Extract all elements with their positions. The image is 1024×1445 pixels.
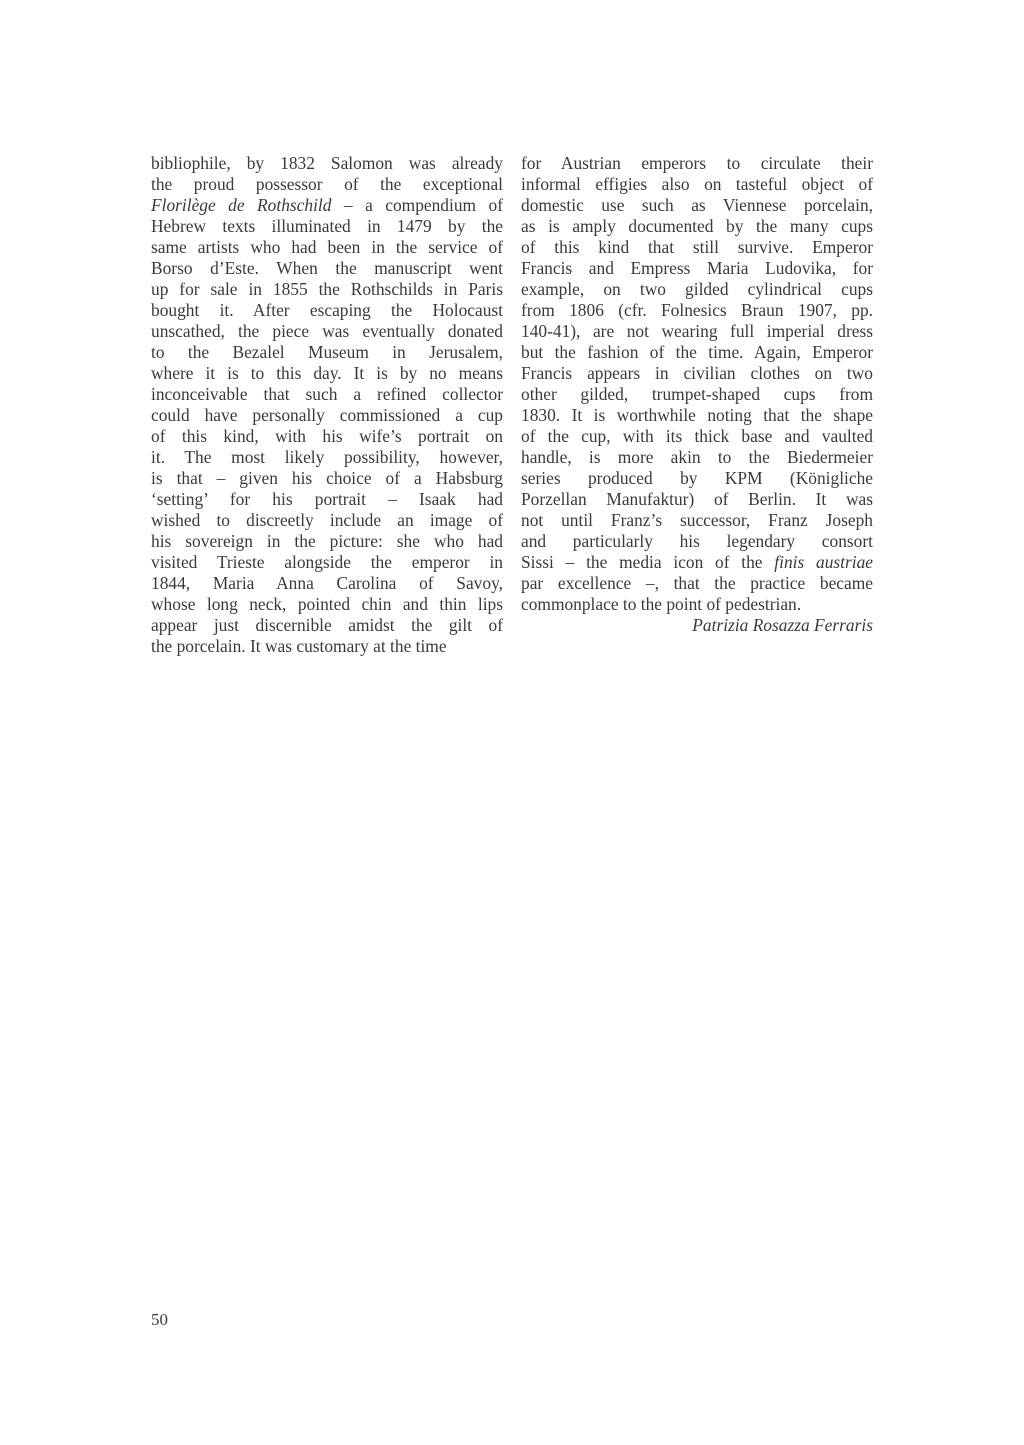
text-line: of this kind that still survive. Emperor (521, 237, 873, 257)
text-line: inconceivable that such a refined collector (151, 384, 503, 404)
text-line: and particularly his legendary consort (521, 531, 873, 551)
left-column (151, 153, 503, 657)
text-line: same artists who had been in the service of (151, 237, 503, 257)
text-line: bought it. After escaping the Holocaust (151, 300, 503, 320)
text-line: appear just discernible amidst the gilt of (151, 615, 503, 635)
text-span: – a compendium of (331, 195, 504, 215)
text-line: his sovereign in the picture: she who had (151, 531, 503, 551)
text-line: bibliophile, by 1832 Salomon was already (151, 153, 503, 173)
text-line: from 1806 (cfr. Folnesics Braun 1907, pp. (521, 300, 873, 320)
text-line: wished to discreetly include an image of (151, 510, 503, 530)
text-line: Borso d’Este. When the manuscript went (151, 258, 503, 278)
text-line (521, 552, 873, 573)
text-line: 1844, Maria Anna Carolina of Savoy, (151, 573, 503, 593)
text-line: to the Bezalel Museum in Jerusalem, (151, 342, 503, 362)
text-line: 140-41), are not wearing full imperial dress (521, 321, 873, 341)
text-line: up for sale in 1855 the Rothschilds in Paris (151, 279, 503, 299)
text-line: handle, is more akin to the Biedermeier (521, 447, 873, 467)
text-line: 1830. It is worthwhile noting that the shape (521, 405, 873, 425)
text-line: not until Franz’s successor, Franz Joseph (521, 510, 873, 530)
text-line: series produced by KPM (Königliche (521, 468, 873, 488)
text-line: the proud possessor of the exceptional (151, 174, 503, 194)
page-number: 50 (151, 1310, 168, 1329)
text-line: of the cup, with its thick base and vaulted (521, 426, 873, 446)
text-line: it. The most likely possibility, however, (151, 447, 503, 467)
text-line: could have personally commissioned a cup (151, 405, 503, 425)
text-line: visited Trieste alongside the emperor in (151, 552, 503, 572)
text-line: Porzellan Manufaktur) of Berlin. It was (521, 489, 873, 509)
text-span: Sissi – the media icon of the (521, 552, 775, 572)
text-line: ‘setting’ for his portrait – Isaak had (151, 489, 503, 509)
author-signature: Patrizia Rosazza Ferraris (692, 615, 873, 635)
text-line: informal effigies also on tasteful object of (521, 174, 873, 194)
text-line: where it is to this day. It is by no means (151, 363, 503, 383)
text-line: example, on two gilded cylindrical cups (521, 279, 873, 299)
text-line: par excellence –, that the practice became (521, 573, 873, 593)
text-line: is that – given his choice of a Habsburg (151, 468, 503, 488)
text-line: Francis appears in civilian clothes on two (521, 363, 873, 383)
right-column (521, 153, 873, 636)
text-line (151, 195, 503, 216)
text-line: domestic use such as Viennese porcelain, (521, 195, 873, 215)
text-line: unscathed, the piece was eventually donated (151, 321, 503, 341)
text-line: of this kind, with his wife’s portrait on (151, 426, 503, 446)
text-line: whose long neck, pointed chin and thin lips (151, 594, 503, 614)
italic-title: Florilège de Rothschild (151, 195, 332, 215)
text-line: but the fashion of the time. Again, Emperor (521, 342, 873, 362)
text-line: the porcelain. It was customary at the time (151, 636, 447, 656)
italic-phrase: finis austriae (774, 552, 873, 572)
text-line: as is amply documented by the many cups (521, 216, 873, 236)
text-line: Francis and Empress Maria Ludovika, for (521, 258, 873, 278)
text-line: for Austrian emperors to circulate their (521, 153, 873, 173)
text-line: commonplace to the point of pedestrian. (521, 594, 802, 614)
text-line: other gilded, trumpet-shaped cups from (521, 384, 873, 404)
text-line: Hebrew texts illuminated in 1479 by the (151, 216, 503, 236)
